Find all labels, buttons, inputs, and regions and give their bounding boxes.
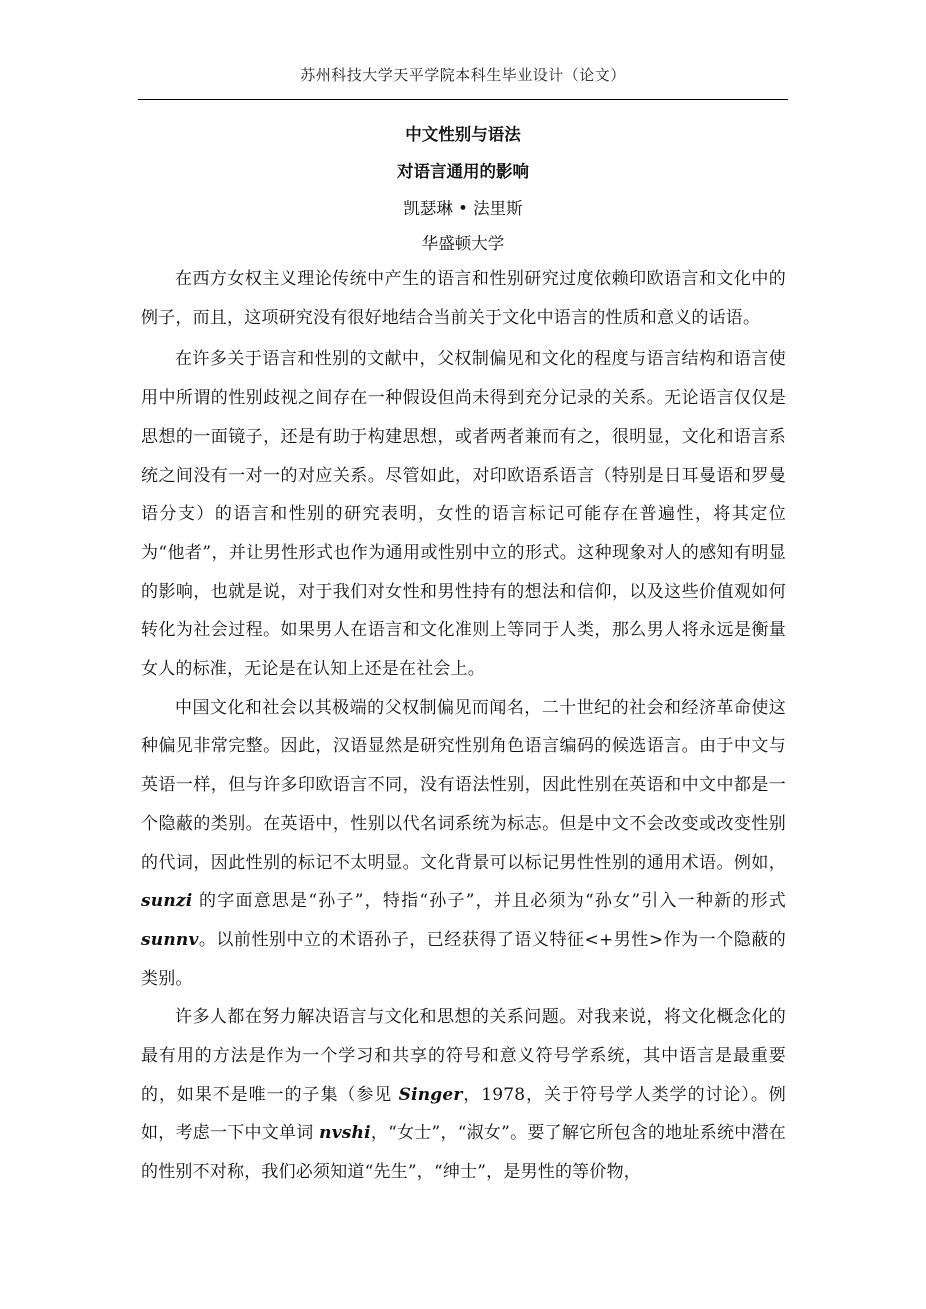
paragraph-1: 在西方女权主义理论传统中产生的语言和性别研究过度依赖印欧语言和文化中的例子，而且，这项研究没有很好地结合当前关于文化中语言的性质和意义的话语。 — [141, 269, 786, 328]
paragraph-3-text-b: 的字面意思是“孙子”，特指“孙子”，并且必须为“孙女”引入一种新的形式 — [192, 891, 786, 912]
term-sunnv: sunnv — [141, 929, 199, 950]
paper-subtitle: 对语言通用的影响 — [397, 162, 529, 181]
term-sunzi: sunzi — [141, 891, 193, 912]
citation-singer: Singer — [398, 1084, 463, 1105]
header-rule — [138, 99, 788, 100]
paragraph-4-text-a: 许多人都在努力解决语言与文化和思想的关系问题。对我来说，将文化概念化的最有用的方法是作为一个学习和共享的符号和意义符号学系统，其中语言是最重要的，如果不是唯一的子集（参见 — [141, 1007, 786, 1105]
author-affiliation: 华盛顿大学 — [421, 234, 505, 253]
paragraph-4-text-c: ，“女士”，“淑女”。要了解它所包含的地址系统中潜在的性别不对称，我们必须知道“先生”，“绅士”，是男性的等价物， — [141, 1123, 786, 1183]
author-name: 凯瑟琳 • 法里斯 — [403, 199, 523, 218]
body-text — [141, 260, 786, 1192]
paragraph-2: 在许多关于语言和性别的文献中，父权制偏见和文化的程度与语言结构和语言使用中所谓的性别歧视之间存在一种假设但尚未得到充分记录的关系。无论语言仅仅是思想的一面镜子，还是有助于构建思想，或者两者兼而有之，很明显，文化和语言系统之间没有一对一的对应关系。尽管如此，对印欧语系语言（特别是日耳曼语和罗曼语分支）的语言和性别的研究表明，女性的语言标记可能存在普遍性，将其定位为“他者”，并让男性形式也作为通用或性别中立的形式。这种现象对人的感知有明显的影响，也就是说，对于我们对女性和男性持有的想法和信仰，以及这些价值观如何转化为社会过程。如果男人在语言和文化准则上等同于人类，那么男人将永远是衡量女人的标准，无论是在认知上还是在社会上。 — [141, 349, 786, 680]
paragraph-3-text-a: 中国文化和社会以其极端的父权制偏见而闻名，二十世纪的社会和经济革命使这种偏见非常完整。因此，汉语显然是研究性别角色语言编码的候选语言。由于中文与英语一样，但与许多印欧语言不同，没有语法性别，因此性别在英语和中文中都是一个隐蔽的类别。在英语中，性别以代名词系统为标志。但是中文不会改变或改变性别的代词，因此性别的标记不太明显。文化背景可以标记男性性别的通用术语。例如， — [141, 697, 786, 873]
term-nvshi: nvshi — [319, 1123, 371, 1144]
paragraph-4 — [141, 998, 786, 1192]
paragraph-4-text-b: ，1978，关于符号学人类学的讨论）。例如，考虑一下中文单词 — [141, 1084, 787, 1144]
paragraph-3 — [141, 689, 786, 999]
paragraph-3-text-c: 。以前性别中立的术语孙子，已经获得了语义特征<+男性>作为一个隐蔽的类别。 — [141, 929, 786, 989]
running-header: 苏州科技大学天平学院本科生毕业设计（论文） — [300, 66, 626, 84]
paper-title: 中文性别与语法 — [405, 125, 521, 144]
